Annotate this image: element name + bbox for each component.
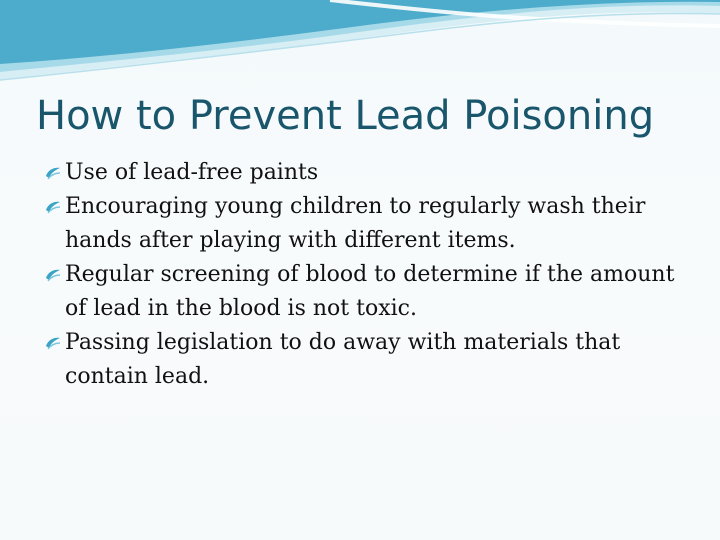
bullet-text: Encouraging young children to regularly wash their hands after playing with different items. — [65, 194, 646, 253]
bullet-text: Passing legislation to do away with materials that contain lead. — [65, 330, 621, 389]
bullet-item — [44, 326, 684, 394]
header-wave-decoration — [0, 0, 720, 90]
bullet-text: Use of lead-free paints — [65, 160, 319, 185]
bullet-list — [44, 156, 684, 394]
swoosh-bullet-icon — [44, 266, 62, 284]
swoosh-bullet-icon — [44, 164, 62, 182]
slide-title: How to Prevent Lead Poisoning — [36, 93, 655, 139]
bullet-item — [44, 258, 684, 326]
swoosh-bullet-icon — [44, 334, 62, 352]
swoosh-bullet-icon — [44, 198, 62, 216]
bullet-item — [44, 156, 684, 190]
bullet-item — [44, 190, 684, 258]
bullet-text: Regular screening of blood to determine if the amount of lead in the blood is not toxic. — [65, 262, 675, 321]
